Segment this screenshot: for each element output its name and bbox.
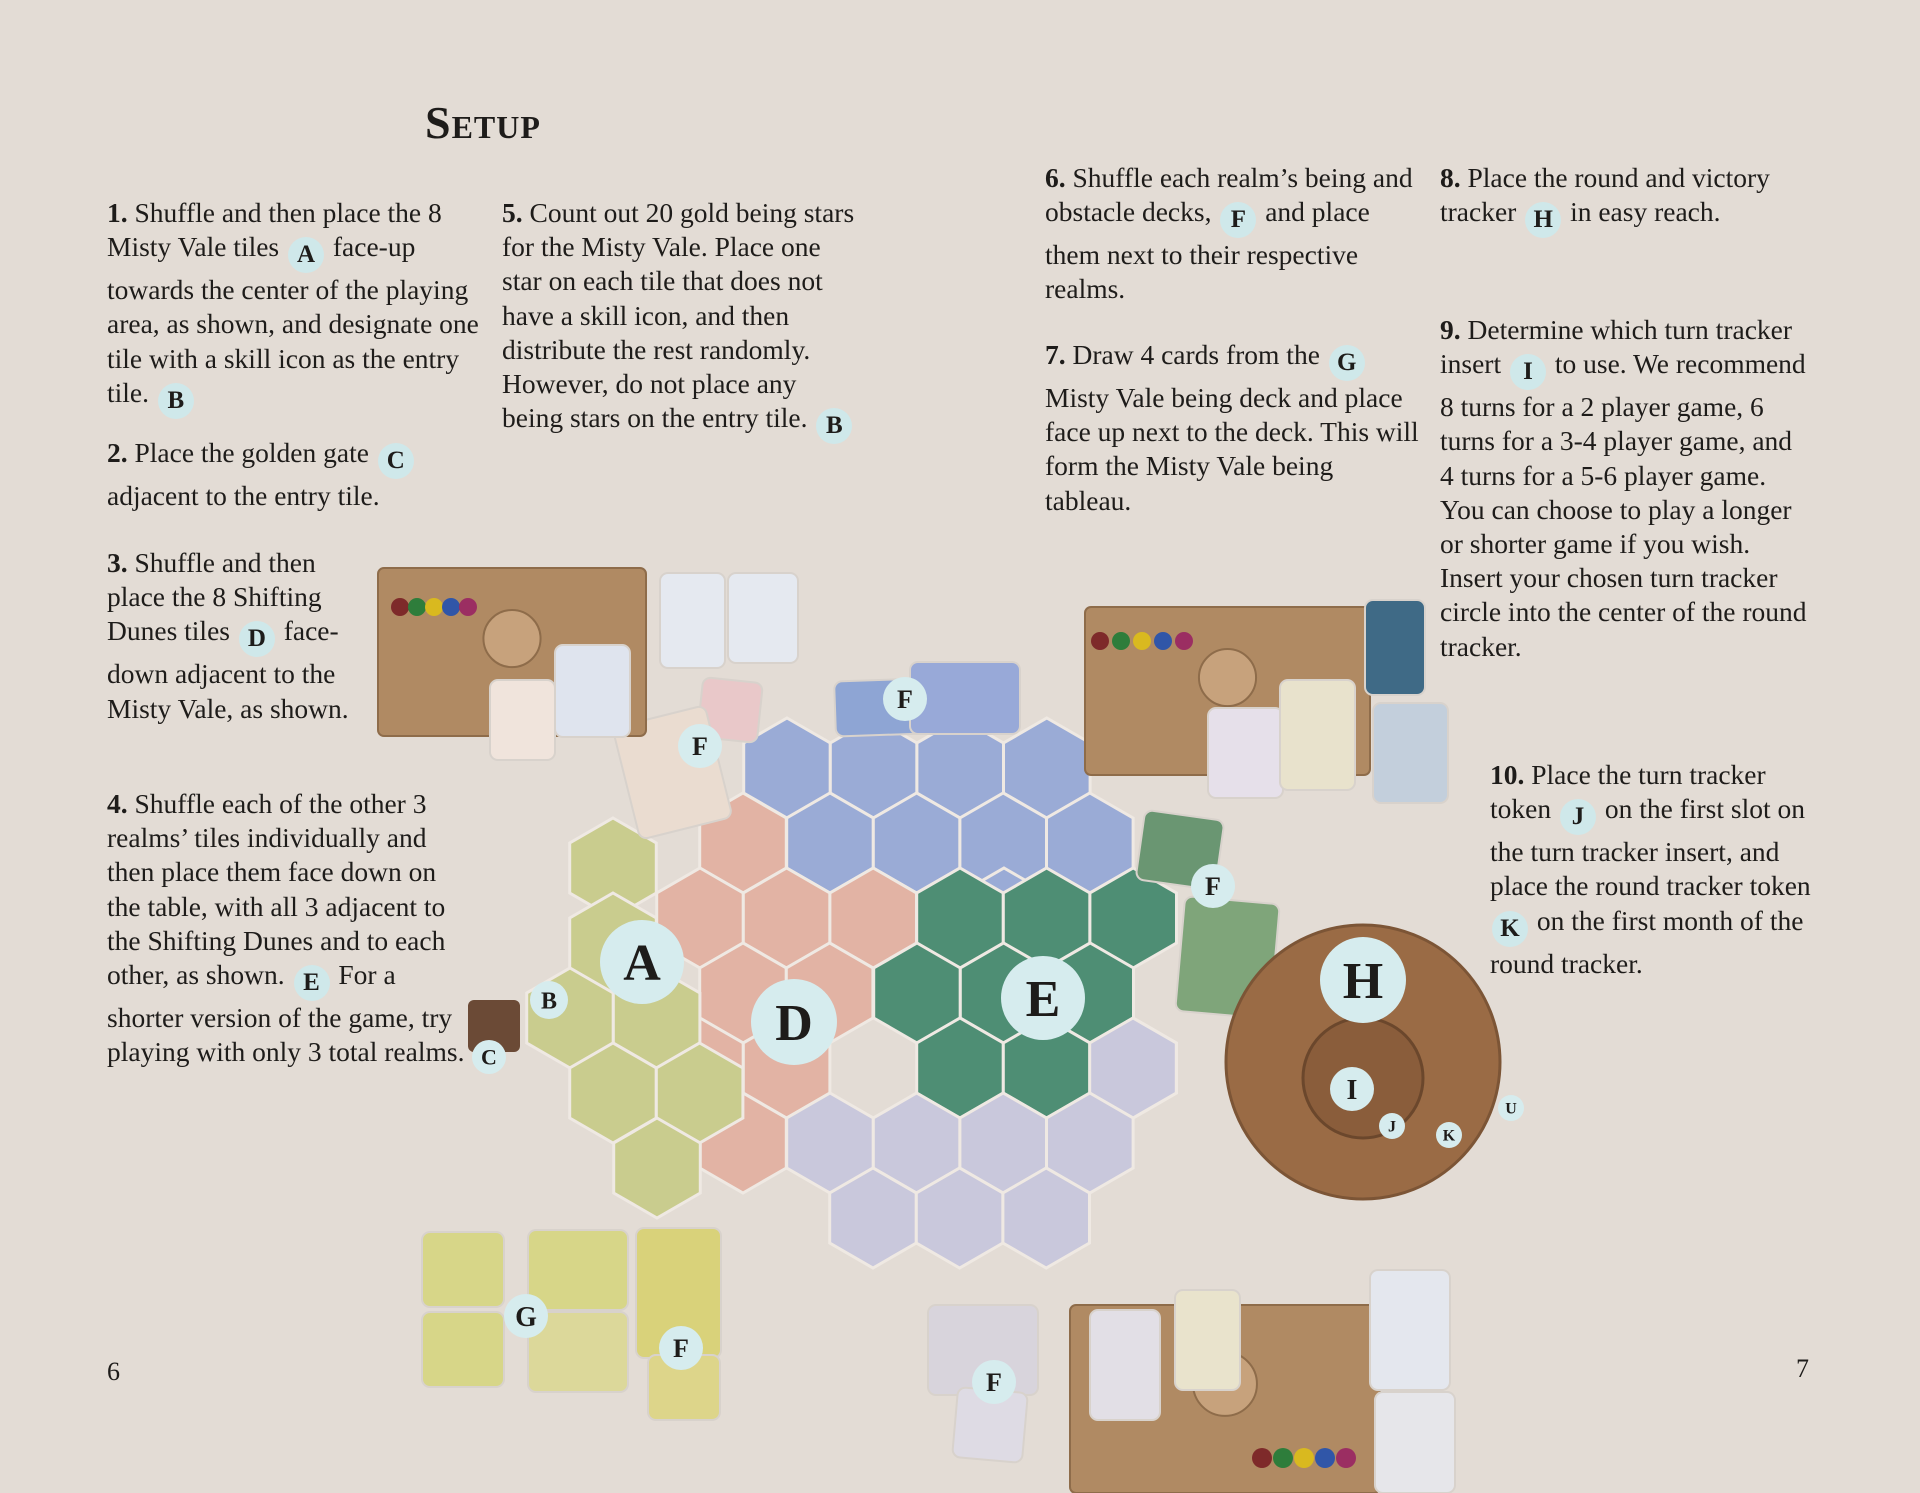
step-text: Place the turn tracker token [1490,759,1766,825]
step-10 [1490,758,1820,981]
step-8 [1440,161,1785,238]
map-label-d: D [775,995,813,1053]
step-number: 9. [1440,314,1461,345]
step-6 [1045,161,1425,307]
step-number: 5. [502,197,523,228]
player-pawn [1294,1448,1314,1468]
label-circle-b: B [816,408,852,444]
step-text: in easy reach. [1570,196,1721,228]
step-4 [107,787,467,1069]
step-text: Misty Vale being deck and place face up next to the deck. This will form the Misty Vale being tableau. [1045,382,1419,516]
player-card [555,645,630,737]
step-3 [107,546,367,726]
step-text: Determine which turn tracker insert [1440,314,1793,380]
being-card [528,1230,628,1310]
map-label-f: F [897,685,913,715]
player-pawn [1175,632,1193,650]
label-circle-k: K [1492,911,1528,947]
step-text: on the first slot on the turn tracker insert, and place the round tracker token [1490,793,1811,902]
being-card [422,1312,504,1387]
player-pawn [391,598,409,616]
map-label-c: C [481,1044,497,1070]
step-number: 1. [107,197,128,228]
page-title: Setup [425,97,541,148]
step-9 [1440,313,1810,664]
board-dial [483,610,540,667]
step-2 [107,436,487,513]
player-pawn [442,598,460,616]
step-text: Place the round and victory tracker [1440,162,1770,228]
page-number-left: 6 [107,1357,120,1386]
player-card [1375,1392,1455,1493]
label-circle-i: I [1510,354,1546,390]
player-pawn [459,598,477,616]
step-text: adjacent to the entry tile. [107,480,380,511]
label-circle-g: G [1329,345,1365,381]
step-text: face-up towards the center of the playing area, as shown, and designate one tile with a skill icon as the entry tile. [107,231,479,408]
map-label-f: F [692,732,708,762]
step-text: Shuffle each of the other 3 realms’ tiles individually and then place them face down on the table, with all 3 adjacent to the Shifting Dunes and to each other, as shown. [107,788,446,991]
map-label-g: G [515,1301,537,1333]
label-circle-e: E [294,965,330,1001]
player-pawn [1133,632,1151,650]
map-label-j: J [1388,1118,1396,1136]
label-circle-f: F [1220,202,1256,238]
step-text: For a shorter version of the game, try playing with only 3 total realms. [107,959,465,1068]
board-dial [1199,649,1256,706]
step-text: Place the golden gate [134,437,369,468]
label-circle-b: B [158,383,194,419]
player-card [660,573,725,668]
step-text: face-down adjacent to the Misty Vale, as shown. [107,615,349,724]
player-card [1175,1290,1240,1390]
step-number: 3. [107,547,128,578]
player-card [1373,703,1448,803]
player-pawn [1252,1448,1272,1468]
player-card [1090,1310,1160,1420]
map-label-f: F [673,1334,689,1364]
step-text: Count out 20 gold being stars for the Misty Vale. Place one star on each tile that does not have a skill icon, and then distribute the rest randomly. However, do not place any being stars on the entry tile. [502,197,855,434]
label-circle-d: D [239,621,275,657]
map-label-h: H [1342,953,1384,1011]
player-pawn [1315,1448,1335,1468]
label-circle-h: H [1525,202,1561,238]
step-text: Shuffle and then place the 8 Misty Vale tiles [107,197,442,263]
map-label-e: E [1025,971,1061,1029]
step-number: 10. [1490,759,1525,790]
player-pawn [1336,1448,1356,1468]
player-card [728,573,798,663]
step-text: Draw 4 cards from the [1072,339,1320,370]
player-pawn [1154,632,1172,650]
player-card [1208,708,1283,798]
step-text: Shuffle and then place the 8 Shifting Dunes tiles [107,547,322,647]
step-number: 4. [107,788,128,819]
player-card [1370,1270,1450,1390]
step-number: 7. [1045,339,1066,370]
step-1 [107,196,487,419]
being-card [422,1232,504,1307]
label-circle-j: J [1560,799,1596,835]
map-label-f: F [1205,872,1221,902]
map-label-k: K [1442,1127,1456,1145]
page-number-right: 7 [1796,1354,1809,1383]
player-pawn [425,598,443,616]
step-text: and place them next to their respective realms. [1045,196,1370,305]
player-pawn [1112,632,1130,650]
step-5 [502,196,862,444]
label-circle-a: A [288,237,324,273]
label-circle-c: C [378,443,414,479]
map-label-a: A [623,935,661,993]
map-label-i: I [1346,1074,1358,1106]
step-number: 2. [107,437,128,468]
player-card [1365,600,1425,695]
player-pawn [408,598,426,616]
step-text: to use. We recommend 8 turns for a 2 player game, 6 turns for a 3-4 player game, and 4 turns for a 5-6 player game. You can choose to play a longer or shorter game if you wish. Insert your chosen turn tracker circle into the center of the round tracker. [1440,348,1807,662]
map-label-u: U [1505,1100,1517,1118]
step-text: Shuffle each realm’s being and obstacle decks, [1045,162,1413,228]
map-label-f: F [986,1368,1002,1398]
player-card [490,680,555,760]
step-7 [1045,338,1425,518]
player-pawn [1273,1448,1293,1468]
player-pawn [1091,632,1109,650]
player-card [1280,680,1355,790]
step-text: on the first month of the round tracker. [1490,904,1804,979]
step-number: 8. [1440,162,1461,193]
map-label-b: B [540,988,558,1015]
step-number: 6. [1045,162,1066,193]
